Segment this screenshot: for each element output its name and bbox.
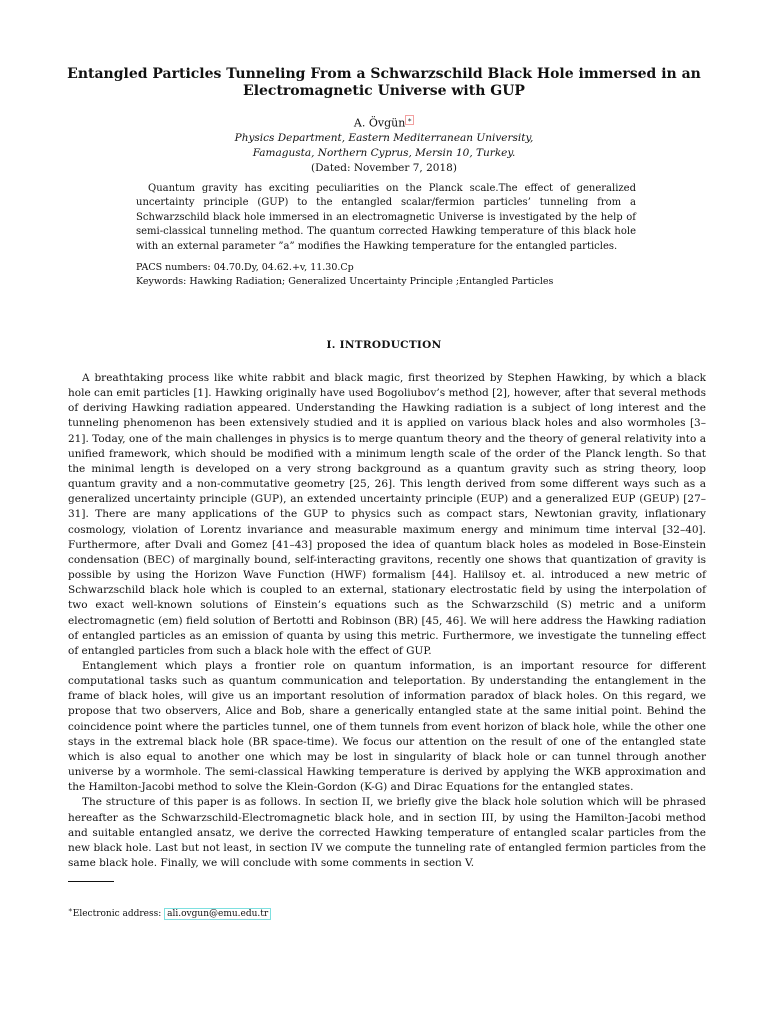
footnote-rule <box>68 881 114 882</box>
paper-title: Entangled Particles Tunneling From a Schwarzschild Black Hole immersed in an Electromagnetic Universe with GUP <box>67 66 701 99</box>
pacs-numbers: PACS numbers: 04.70.Dy, 04.62.+v, 11.30.Cp <box>136 262 354 273</box>
affiliation-line-1: Physics Department, Eastern Mediterranean University, <box>234 132 534 144</box>
author-name: A. Övgün <box>353 116 406 130</box>
footnote <box>68 904 271 920</box>
section-heading: I. INTRODUCTION <box>326 339 442 351</box>
intro-paragraph-3: The structure of this paper is as follows. In section II, we briefly give the black hole solution which will be phrased hereafter as the Schwarzschild-Electromagnetic black hole, and in section III, by using the Hamilton-Jacobi method and suitable entangled ansatz, we derive the corrected Hawking temperature of entangled scalar particles from the new black hole. Last but not least, in section IV we compute the tunneling rate of entangled fermion particles from the same black hole. Finally, we will conclude with some comments in section V. <box>68 796 706 869</box>
abstract: Quantum gravity has exciting peculiarities on the Planck scale.The effect of generalized uncertainty principle (GUP) to the entangled scalar/fermion particles’ tunneling from a Schwarzschild black hole immersed in an electromagnetic Universe is investigated by the help of semi-classical tunneling method. The quantum corrected Hawking temperature of this black hole with an external parameter ”a” modifies the Hawking temperature for the entangled particles. <box>136 183 636 252</box>
affiliation-block <box>0 131 768 176</box>
author-footnote-link[interactable]: ∗ <box>407 116 413 124</box>
keywords: Keywords: Hawking Radiation; Generalized Uncertainty Principle ;Entangled Particles <box>136 275 554 287</box>
dated-line: (Dated: November 7, 2018) <box>311 162 457 174</box>
email-link[interactable]: ali.ovgun@emu.edu.tr <box>164 908 271 920</box>
footnote-label: Electronic address: <box>72 909 165 919</box>
author-line <box>0 114 768 130</box>
meta-block <box>136 261 636 288</box>
intro-paragraph-2: Entanglement which plays a frontier role on quantum information, is an important resource for different computational tasks such as quantum communication and teleportation. By understanding the entanglement in the frame of black holes, will give us an important resolution of information paradox of black holes. On this regard, we propose that two observers, Alice and Bob, share a generically entangled state at the same initial point. Behind the coincidence point where the particles tunnel, one of them tunnels from event horizon of black hole, while the other one stays in the extremal black hole (BR space-time). We focus our attention on the result of one of the entangled state which is also equal to another one which may be lost in singularity of black hole or can tunnel through another universe by a wormhole. The semi-classical Hawking temperature is derived by applying the WKB approximation and the Hamilton-Jacobi method to solve the Klein-Gordon (K-G) and Dirac Equations for the entangled states. <box>68 659 706 794</box>
intro-paragraph-1: A breathtaking process like white rabbit and black magic, first theorized by Stephen Hawking, by which a black hole can emit particles [1]. Hawking originally have used Bogoliubov’s method [2], however, after that several methods of deriving Hawking radiation appeared. Understanding the Hawking radiation is a subject of long interest and the tunneling phenomenon has been extensively studied and it is applied on various black holes and also wormholes [3–21]. Today, one of the main challenges in physics is to merge quantum theory and the theory of general relativity into a unified framework, which should be modified with a minimum length scale of the order of the Planck length. So that the minimal length is developed on a very strong background as a quantum gravity such as string theory, loop quantum gravity and a non-commutative geometry [25, 26]. This length derived from some different ways such as a generalized uncertainty principle (GUP), an extended uncertainty principle (EUP) and a generalized EUP (GEUP) [27–31]. There are many applications of the GUP to physics such as compact stars, Newtonian gravity, inflationary cosmology, violation of Lorentz invariance and measurable maximum energy and minimum time interval [32–40]. Furthermore, after Dvali and Gomez [41–43] proposed the idea of quantum black holes as modeled in Bose-Einstein condensation (BEC) of marginally bound, self-interacting gravitons, recently one shows that quantization of gravity is possible by using the Horizon Wave Function (HWF) formalism [44]. Halilsoy et. al. introduced a new metric of Schwarzschild black hole which is coupled to an external, stationary electrostatic field by using the interpolation of two exact well-known solutions of Einstein’s equations such as the Schwarzschild (S) metric and a uniform electromagnetic (em) field solution of Bertotti and Robinson (BR) [45, 46]. We will here address the Hawking radiation of entangled particles as an emission of quanta by using this metric. Furthermore, we investigate the tunneling effect of entangled particles from such a black hole with the effect of GUP. <box>68 372 706 657</box>
footnote-mark: ∗ <box>68 906 73 914</box>
introduction-body <box>68 371 706 871</box>
affiliation-line-2: Famagusta, Northern Cyprus, Mersin 10, Turkey. <box>252 147 516 159</box>
